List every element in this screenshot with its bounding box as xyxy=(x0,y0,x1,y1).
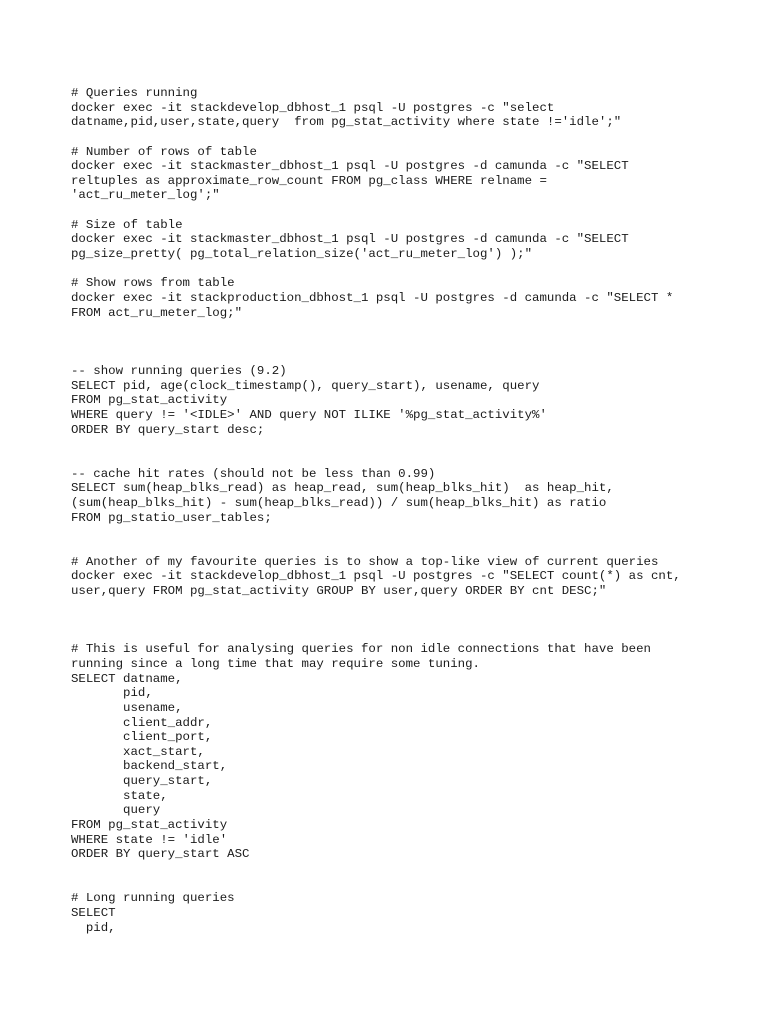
code-line: client_addr, xyxy=(71,715,213,730)
code-line xyxy=(71,540,728,555)
code-line: # Show rows from table xyxy=(71,276,235,291)
code-line: datname,pid,user,state,query from pg_stat_activity where state !='idle';" xyxy=(71,115,622,130)
code-line: xact_start, xyxy=(71,744,205,759)
code-line xyxy=(71,877,728,892)
code-line: pid, xyxy=(71,920,116,935)
code-line: # Queries running xyxy=(71,86,198,100)
code-line: ORDER BY query_start desc; xyxy=(71,422,265,437)
code-line: query xyxy=(71,803,161,818)
code-line: client_port, xyxy=(71,730,213,745)
code-line: SELECT pid, age(clock_timestamp(), query_start), usename, query xyxy=(71,378,540,393)
code-line: WHERE state != 'idle' xyxy=(71,832,228,847)
code-line xyxy=(71,203,728,218)
code-line: # Number of rows of table xyxy=(71,144,257,159)
code-line xyxy=(71,262,728,277)
code-line xyxy=(71,598,728,613)
code-line: docker exec -it stackmaster_dbhost_1 psql -U postgres -d camunda -c "SELECT xyxy=(71,159,629,174)
code-line: (sum(heap_blks_hit) - sum(heap_blks_read)) / sum(heap_blks_hit) as ratio xyxy=(71,495,607,510)
code-line xyxy=(71,130,728,145)
code-line: -- cache hit rates (should not be less than 0.99) xyxy=(71,466,436,481)
code-listing xyxy=(71,86,728,935)
code-line: docker exec -it stackdevelop_dbhost_1 psql -U postgres -c "SELECT count(*) as cnt, xyxy=(71,569,681,584)
code-line: ORDER BY query_start ASC xyxy=(71,847,250,862)
code-line xyxy=(71,320,728,335)
code-line: WHERE query != '<IDLE>' AND query NOT ILIKE '%pg_stat_activity%' xyxy=(71,408,547,423)
code-line: reltuples as approximate_row_count FROM pg_class WHERE relname = xyxy=(71,173,547,188)
code-line: 'act_ru_meter_log';" xyxy=(71,188,220,203)
code-line xyxy=(71,862,728,877)
code-line xyxy=(71,525,728,540)
code-line: running since a long time that may require some tuning. xyxy=(71,656,480,671)
code-line: FROM pg_statio_user_tables; xyxy=(71,510,272,525)
code-line xyxy=(71,335,728,350)
code-line: FROM pg_stat_activity xyxy=(71,818,228,833)
code-line xyxy=(71,613,728,628)
code-line xyxy=(71,628,728,643)
code-line: user,query FROM pg_stat_activity GROUP BY user,query ORDER BY cnt DESC;" xyxy=(71,583,607,598)
code-line: # This is useful for analysing queries for non idle connections that have been xyxy=(71,642,651,657)
code-line: query_start, xyxy=(71,774,213,789)
code-line: FROM pg_stat_activity xyxy=(71,393,228,408)
code-line: docker exec -it stackproduction_dbhost_1 psql -U postgres -d camunda -c "SELECT * xyxy=(71,290,674,305)
code-line: usename, xyxy=(71,700,183,715)
code-line: docker exec -it stackmaster_dbhost_1 psql -U postgres -d camunda -c "SELECT xyxy=(71,232,629,247)
code-line: backend_start, xyxy=(71,759,228,774)
code-line: docker exec -it stackdevelop_dbhost_1 psql -U postgres -c "select xyxy=(71,100,555,115)
code-line: pid, xyxy=(71,686,153,701)
code-line: # Long running queries xyxy=(71,891,235,906)
code-line: SELECT sum(heap_blks_read) as heap_read, sum(heap_blks_hit) as heap_hit, xyxy=(71,481,614,496)
code-line xyxy=(71,350,728,365)
code-line: SELECT datname, xyxy=(71,671,183,686)
code-line: FROM act_ru_meter_log;" xyxy=(71,305,243,320)
code-line: pg_size_pretty( pg_total_relation_size('act_ru_meter_log') );" xyxy=(71,247,533,262)
code-line: SELECT xyxy=(71,905,116,920)
code-line xyxy=(71,452,728,467)
code-line: state, xyxy=(71,788,168,803)
code-line: -- show running queries (9.2) xyxy=(71,364,287,379)
code-line xyxy=(71,437,728,452)
code-line: # Another of my favourite queries is to show a top-like view of current queries xyxy=(71,554,659,569)
code-line: # Size of table xyxy=(71,217,183,232)
